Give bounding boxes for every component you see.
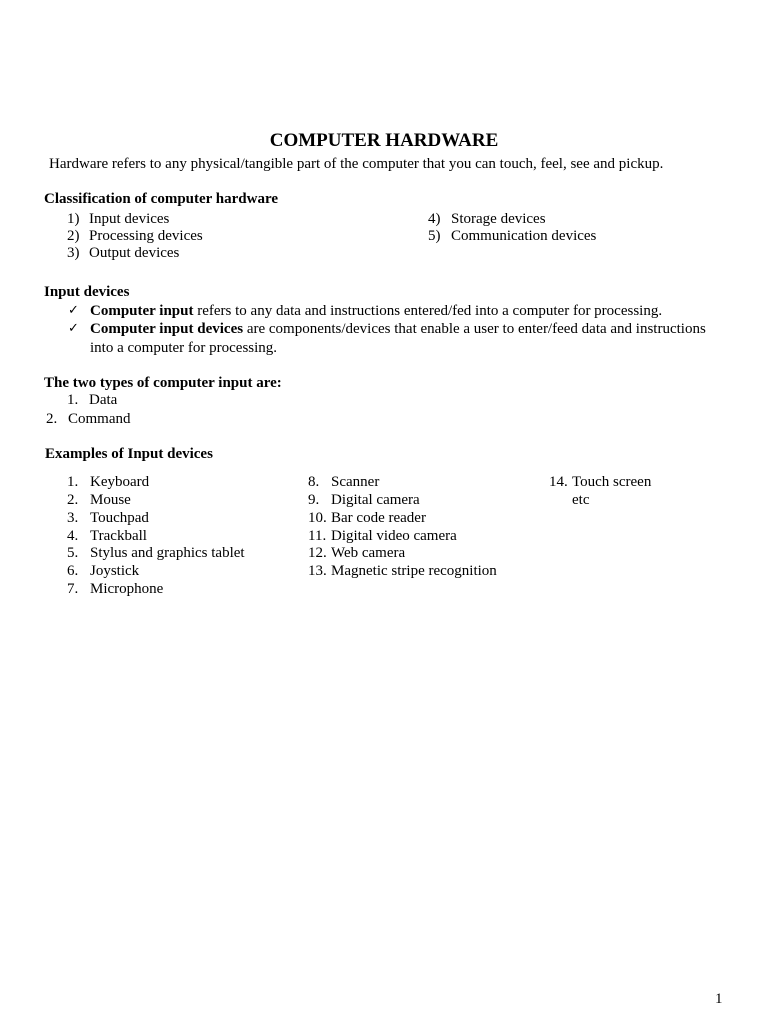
page-title: COMPUTER HARDWARE: [269, 130, 499, 151]
list-item: [67, 227, 80, 245]
list-number: 13.: [308, 563, 327, 579]
list-number: 1.: [67, 392, 79, 408]
list-number: 1): [67, 211, 80, 227]
list-number: 2.: [67, 492, 79, 508]
list-number: 8.: [308, 474, 320, 490]
bullet-text: are components/devices that enable a user to enter/feed data and instructions: [243, 321, 706, 337]
list-item-label: Touch screen: [572, 474, 652, 490]
list-number: 6.: [67, 563, 79, 579]
list-number: 1.: [67, 474, 79, 490]
bold-term: Computer input devices: [90, 321, 244, 337]
list-number: 4): [428, 211, 441, 227]
input-devices-heading: Input devices: [44, 284, 130, 300]
list-item-label: Magnetic stripe recognition: [331, 563, 497, 579]
list-item-label: Microphone: [90, 581, 164, 597]
list-item: [428, 227, 441, 245]
checkmark-icon: ✓: [68, 303, 79, 318]
bullet-computer-input-devices: [90, 320, 706, 338]
list-number: 12.: [308, 545, 327, 561]
list-number: 2): [67, 228, 80, 244]
bold-term: Computer input: [90, 303, 194, 319]
list-item-label: Joystick: [90, 563, 140, 579]
list-item-label: Data: [89, 392, 118, 408]
list-number: 10.: [308, 510, 327, 526]
list-item: [67, 244, 80, 262]
page-number: 1: [715, 991, 723, 1007]
bullet-computer-input: [90, 302, 662, 320]
list-item-label: Command: [68, 411, 131, 427]
list-item-label: Web camera: [331, 545, 406, 561]
types-heading: The two types of computer input are:: [44, 375, 282, 391]
list-number: 7.: [67, 581, 79, 597]
list-number: 5.: [67, 545, 79, 561]
list-item-label: Output devices: [89, 245, 180, 261]
list-number: 2.: [46, 411, 58, 427]
list-item-label: Communication devices: [451, 228, 597, 244]
list-item-label: Input devices: [89, 211, 170, 227]
intro-paragraph: Hardware refers to any physical/tangible part of the computer that you can touch, feel, see and pickup.: [49, 156, 664, 172]
list-number: 14.: [549, 474, 568, 490]
list-item: [428, 210, 441, 228]
list-number: 11.: [308, 528, 327, 544]
list-item-label: Storage devices: [451, 211, 546, 227]
list-item-label: Mouse: [90, 492, 131, 508]
list-number: 9.: [308, 492, 320, 508]
list-item-label: Keyboard: [90, 474, 150, 490]
classification-heading: Classification of computer hardware: [44, 191, 279, 207]
list-number: 3): [67, 245, 80, 261]
list-item-label: Digital camera: [331, 492, 420, 508]
list-item-label: Touchpad: [90, 510, 149, 526]
etc-label: etc: [572, 492, 590, 508]
list-item-label: Bar code reader: [331, 510, 426, 526]
list-item-label: Stylus and graphics tablet: [90, 545, 245, 561]
list-item: [67, 210, 80, 228]
examples-heading: Examples of Input devices: [45, 446, 213, 462]
list-item-label: Scanner: [331, 474, 380, 490]
list-number: 3.: [67, 510, 79, 526]
list-number: 5): [428, 228, 441, 244]
bullet-continuation: into a computer for processing.: [90, 340, 278, 356]
list-number: 4.: [67, 528, 79, 544]
list-item-label: Processing devices: [89, 228, 203, 244]
list-item-label: Digital video camera: [331, 528, 457, 544]
checkmark-icon: ✓: [68, 321, 79, 336]
list-item-label: Trackball: [90, 528, 147, 544]
bullet-text: refers to any data and instructions entered/fed into a computer for processing.: [193, 303, 663, 319]
